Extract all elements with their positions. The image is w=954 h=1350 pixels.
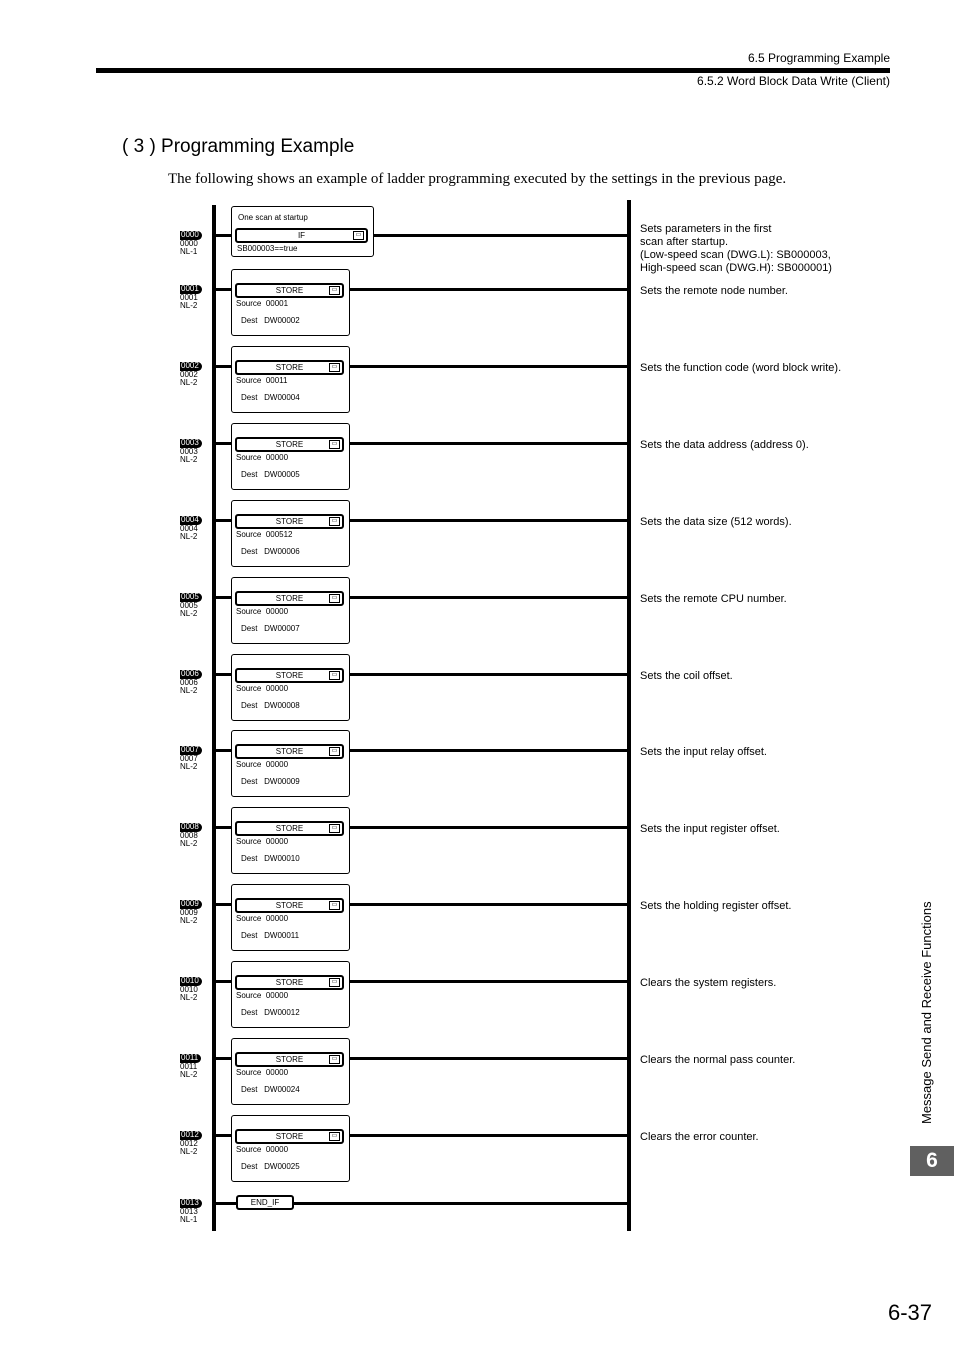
store-instruction — [235, 898, 344, 913]
store-source — [236, 991, 288, 1000]
step-number — [180, 823, 202, 849]
step-line: 0011 — [180, 1061, 198, 1071]
store-instruction — [235, 668, 344, 683]
source-value: 00000 — [265, 607, 289, 616]
store-block — [231, 807, 350, 874]
store-block — [231, 269, 350, 336]
store-instruction — [235, 1129, 344, 1144]
store-source — [236, 1145, 288, 1154]
step-tag: 0000 — [180, 231, 202, 240]
step-number — [180, 285, 202, 311]
source-label: Source — [236, 453, 262, 462]
if-comment: One scan at startup — [238, 213, 308, 222]
store-source — [236, 376, 287, 385]
if-note-line: (Low-speed scan (DWG.L): SB000003, — [640, 249, 831, 261]
step-line: 0008 — [180, 830, 198, 840]
store-label: STORE — [275, 901, 304, 910]
step-tag: 0005 — [180, 593, 202, 602]
source-label: Source — [236, 760, 262, 769]
store-instruction — [235, 744, 344, 759]
page-number: 6-37 — [887, 1300, 932, 1325]
side-chapter-title: Message Send and Receive Functions — [919, 901, 934, 1124]
store-instruction — [235, 975, 344, 990]
store-instruction — [235, 283, 344, 298]
end-if-label: END_IF — [250, 1198, 280, 1207]
step-tag: 0009 — [180, 900, 202, 909]
dest-value: DW00005 — [264, 470, 300, 479]
source-label: Source — [236, 914, 262, 923]
source-label: Source — [236, 530, 262, 539]
dest-label: Dest — [241, 1008, 258, 1017]
nest-level: NL-2 — [180, 1070, 198, 1079]
source-label: Source — [236, 1068, 262, 1077]
step-tag: 0006 — [180, 670, 202, 679]
right-power-rail — [627, 200, 631, 1231]
store-dest — [241, 931, 299, 940]
store-instruction — [235, 1052, 344, 1067]
step-number — [180, 670, 202, 696]
store-label: STORE — [275, 747, 304, 756]
store-source — [236, 453, 288, 462]
nest-level: NL-2 — [180, 762, 198, 771]
step-number — [180, 593, 202, 619]
intro-text: The following shows an example of ladder programming executed by the settings in the previous page. — [168, 171, 787, 187]
instruction-window-icon: ▭ — [329, 286, 340, 295]
store-dest — [241, 316, 300, 325]
dest-value: DW00024 — [264, 1085, 300, 1094]
source-label: Source — [236, 607, 262, 616]
nest-level: NL-2 — [180, 839, 198, 848]
store-label: STORE — [275, 1132, 304, 1141]
source-value: 00000 — [265, 684, 289, 693]
nest-level: NL-1 — [180, 247, 198, 256]
rung-note: Clears the normal pass counter. — [640, 1054, 796, 1066]
dest-label: Dest — [241, 777, 258, 786]
step-line: 0001 — [180, 292, 198, 302]
nest-level: NL-2 — [180, 301, 198, 310]
store-source — [236, 837, 288, 846]
instruction-window-icon: ▭ — [353, 231, 364, 240]
store-dest — [241, 547, 300, 556]
source-label: Source — [236, 299, 262, 308]
instruction-window-icon: ▭ — [329, 824, 340, 833]
step-number — [180, 516, 202, 542]
store-source — [236, 607, 288, 616]
step-number — [180, 439, 202, 465]
store-instruction — [235, 821, 344, 836]
dest-value: DW00006 — [264, 547, 300, 556]
if-instruction — [235, 228, 368, 243]
store-instruction — [235, 437, 344, 452]
dest-value: DW00007 — [264, 624, 300, 633]
dest-label: Dest — [241, 701, 258, 710]
step-number — [180, 1054, 201, 1080]
step-line: 0002 — [180, 369, 198, 379]
dest-value: DW00009 — [264, 777, 300, 786]
step-line: 0009 — [180, 907, 198, 917]
source-label: Source — [236, 376, 262, 385]
step-number-end — [180, 1199, 202, 1225]
nest-level: NL-1 — [180, 1215, 198, 1224]
store-label: STORE — [275, 1055, 304, 1064]
store-instruction — [235, 591, 344, 606]
store-block — [231, 423, 350, 490]
dest-label: Dest — [241, 316, 258, 325]
instruction-window-icon: ▭ — [329, 363, 340, 372]
source-label: Source — [236, 991, 262, 1000]
dest-label: Dest — [241, 931, 258, 940]
store-block — [231, 346, 350, 413]
store-block — [231, 1038, 350, 1105]
instruction-window-icon: ▭ — [329, 978, 340, 987]
nest-level: NL-2 — [180, 609, 198, 618]
header-section: 6.5 Programming Example — [747, 51, 890, 65]
step-tag: 0008 — [180, 823, 202, 832]
nest-level: NL-2 — [180, 532, 198, 541]
step-tag: 0007 — [180, 746, 202, 755]
step-tag: 0001 — [180, 285, 202, 294]
instruction-window-icon: ▭ — [329, 747, 340, 756]
step-number — [180, 1131, 202, 1157]
dest-value: DW00012 — [264, 1008, 300, 1017]
store-label: STORE — [275, 594, 304, 603]
source-value: 00000 — [265, 760, 289, 769]
instruction-window-icon: ▭ — [329, 440, 340, 449]
dest-label: Dest — [241, 470, 258, 479]
source-value: 00000 — [265, 991, 289, 1000]
store-dest — [241, 470, 300, 479]
store-label: STORE — [275, 363, 304, 372]
rung-note: Clears the system registers. — [640, 977, 777, 989]
store-dest — [241, 624, 300, 633]
end-if-instruction — [236, 1195, 294, 1210]
rung-note: Clears the error counter. — [640, 1131, 759, 1143]
left-power-rail — [212, 205, 216, 1231]
store-label: STORE — [275, 824, 304, 833]
dest-label: Dest — [241, 1085, 258, 1094]
store-block — [231, 577, 350, 644]
source-value: 00000 — [265, 1068, 289, 1077]
chapter-tab: 6 — [910, 1146, 954, 1176]
step-number — [180, 362, 202, 388]
step-number-if — [180, 231, 202, 257]
store-label: STORE — [275, 440, 304, 449]
nest-level: NL-2 — [180, 455, 198, 464]
dest-label: Dest — [241, 854, 258, 863]
store-source — [236, 530, 293, 539]
store-dest — [241, 393, 300, 402]
source-value: 000512 — [265, 530, 293, 539]
if-block — [231, 206, 374, 257]
nest-level: NL-2 — [180, 916, 198, 925]
header-rule — [96, 68, 890, 73]
source-value: 00001 — [265, 299, 289, 308]
nest-level: NL-2 — [180, 378, 198, 387]
nest-level: NL-2 — [180, 1147, 198, 1156]
instruction-window-icon: ▭ — [329, 1055, 340, 1064]
dest-value: DW00025 — [264, 1162, 300, 1171]
source-label: Source — [236, 837, 262, 846]
store-source — [236, 299, 288, 308]
header-subsection: 6.5.2 Word Block Data Write (Client) — [697, 74, 890, 88]
store-block — [231, 500, 350, 567]
rung-note: Sets the remote node number. — [640, 285, 788, 297]
step-number — [180, 977, 202, 1003]
nest-level: NL-2 — [180, 686, 198, 695]
if-note-line: scan after startup. — [640, 236, 729, 248]
dest-value: DW00002 — [264, 316, 300, 325]
step-tag: 0012 — [180, 1131, 202, 1140]
step-line: 0005 — [180, 600, 198, 610]
rung-note: Sets the holding register offset. — [640, 900, 792, 912]
dest-value: DW00008 — [264, 701, 300, 710]
step-tag: 0004 — [180, 516, 202, 525]
step-tag: 0010 — [180, 977, 202, 986]
instruction-window-icon: ▭ — [329, 671, 340, 680]
store-label: STORE — [275, 671, 304, 680]
step-tag: 0003 — [180, 439, 202, 448]
if-note-line: Sets parameters in the first — [640, 223, 772, 235]
step-line: 0012 — [180, 1138, 198, 1148]
step-line: 0007 — [180, 753, 198, 763]
store-block — [231, 884, 350, 951]
rung-note: Sets the coil offset. — [640, 670, 733, 682]
store-dest — [241, 777, 300, 786]
store-source — [236, 1068, 288, 1077]
source-value: 00000 — [265, 453, 289, 462]
store-label: STORE — [275, 978, 304, 987]
step-line: 0003 — [180, 446, 198, 456]
source-value: 00000 — [265, 1145, 289, 1154]
step-line: 0006 — [180, 677, 198, 687]
if-label: IF — [297, 231, 306, 240]
if-note-line: High-speed scan (DWG.H): SB000001) — [640, 262, 832, 274]
instruction-window-icon: ▭ — [329, 901, 340, 910]
rung-note: Sets the function code (word block write). — [640, 362, 842, 374]
store-dest — [241, 1162, 300, 1171]
store-dest — [241, 1008, 300, 1017]
rung-note: Sets the data address (address 0). — [640, 439, 809, 451]
source-value: 00000 — [265, 914, 289, 923]
dest-label: Dest — [241, 624, 258, 633]
step-line: 0000 — [180, 238, 198, 248]
store-dest — [241, 1085, 300, 1094]
step-line: 0004 — [180, 523, 198, 533]
rung-note: Sets the input relay offset. — [640, 746, 767, 758]
step-line: 0010 — [180, 984, 198, 994]
store-source — [236, 914, 288, 923]
dest-value: DW00011 — [264, 931, 300, 940]
rung-note: Sets the data size (512 words). — [640, 516, 792, 528]
source-value: 00011 — [265, 376, 288, 385]
if-note — [640, 223, 832, 275]
step-number — [180, 900, 202, 926]
step-line: 0013 — [180, 1206, 198, 1216]
step-tag: 0002 — [180, 362, 202, 371]
dest-label: Dest — [241, 1162, 258, 1171]
store-source — [236, 684, 288, 693]
if-condition: SB000003==true — [237, 244, 298, 253]
source-label: Source — [236, 1145, 262, 1154]
source-label: Source — [236, 684, 262, 693]
instruction-window-icon: ▭ — [329, 1132, 340, 1141]
dest-label: Dest — [241, 547, 258, 556]
store-block — [231, 654, 350, 721]
dest-value: DW00010 — [264, 854, 300, 863]
step-tag: 0013 — [180, 1199, 202, 1208]
instruction-window-icon: ▭ — [329, 517, 340, 526]
store-instruction — [235, 514, 344, 529]
store-instruction — [235, 360, 344, 375]
rung-note: Sets the input register offset. — [640, 823, 780, 835]
store-label: STORE — [275, 286, 304, 295]
dest-label: Dest — [241, 393, 258, 402]
store-block — [231, 961, 350, 1028]
nest-level: NL-2 — [180, 993, 198, 1002]
store-dest — [241, 701, 300, 710]
step-tag: 0011 — [180, 1054, 201, 1063]
store-label: STORE — [275, 517, 304, 526]
store-block — [231, 1115, 350, 1182]
instruction-window-icon: ▭ — [329, 594, 340, 603]
section-title: ( 3 ) Programming Example — [122, 136, 355, 157]
store-source — [236, 760, 288, 769]
store-block — [231, 730, 350, 797]
rung-note: Sets the remote CPU number. — [640, 593, 787, 605]
store-dest — [241, 854, 300, 863]
source-value: 00000 — [265, 837, 289, 846]
dest-value: DW00004 — [264, 393, 300, 402]
step-number — [180, 746, 202, 772]
